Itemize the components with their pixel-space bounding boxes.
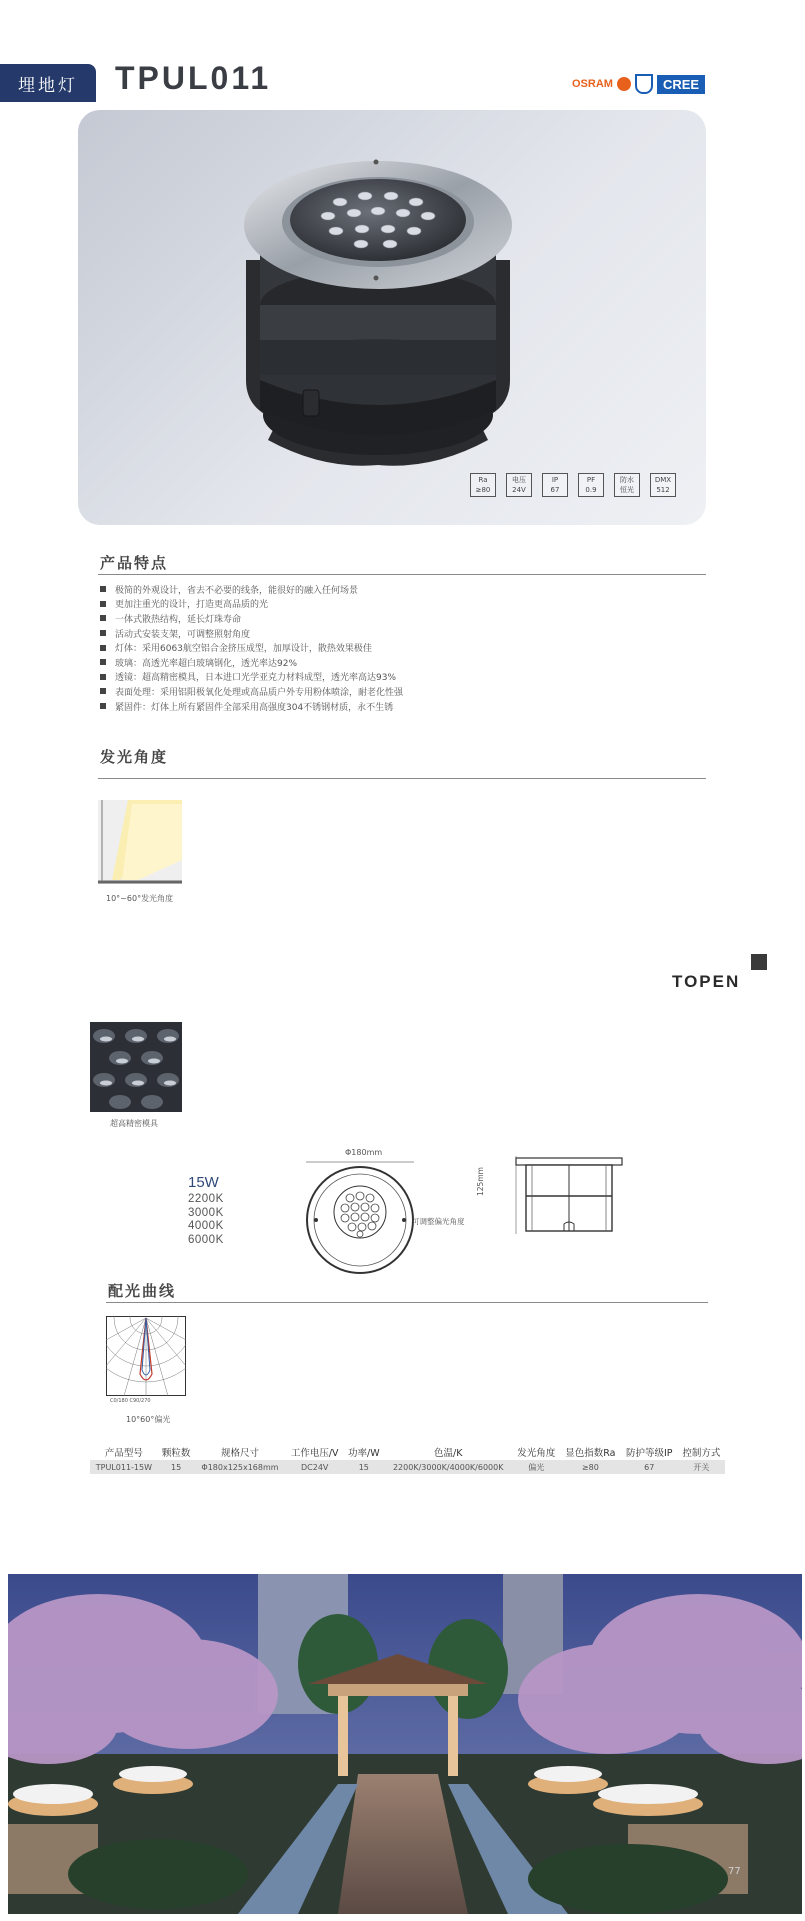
spec-icon-row bbox=[470, 473, 676, 497]
cct-value: 4000K bbox=[188, 1220, 224, 1232]
diameter-label: Φ180mm bbox=[345, 1148, 383, 1157]
list-item: 表面处理：采用铝阳极氧化处理或高品质户外专用粉体喷涂，耐老化性强 bbox=[100, 684, 700, 699]
table-cell: 15 bbox=[344, 1460, 384, 1474]
beam-angle-diagram bbox=[98, 800, 182, 884]
bullet-icon bbox=[100, 674, 106, 680]
column-header: 控制方式 bbox=[682, 1448, 721, 1459]
logo-square-icon bbox=[751, 954, 767, 970]
column-header: 功率/W bbox=[348, 1448, 380, 1459]
model-title: TPUL011 bbox=[115, 60, 272, 96]
top-view-drawing bbox=[300, 1158, 420, 1274]
column-header: 显色指数Ra bbox=[565, 1448, 616, 1459]
height-label: 125mm bbox=[476, 1167, 485, 1196]
feature-list bbox=[100, 582, 700, 713]
column-header: 产品型号 bbox=[104, 1448, 143, 1459]
table-header-row bbox=[90, 1444, 725, 1460]
features-divider bbox=[98, 574, 706, 575]
table-cell: Φ180x125x168mm bbox=[194, 1460, 285, 1474]
light-spec-icon: 防水 恒光 bbox=[614, 473, 640, 497]
bullet-icon bbox=[100, 645, 106, 651]
cct-value: 2200K bbox=[188, 1193, 224, 1205]
bullet-icon bbox=[100, 688, 106, 694]
list-item: 紧固件：灯体上所有紧固件全部采用高强度304不锈钢材质，永不生锈 bbox=[100, 699, 700, 714]
wattage-block bbox=[188, 1174, 224, 1247]
voltage-spec-icon: 电压 24V bbox=[506, 473, 532, 497]
list-item: 活动式安装支架，可调整照射角度 bbox=[100, 626, 700, 641]
page-number: 77 bbox=[728, 1866, 741, 1877]
table-cell: ≥80 bbox=[560, 1460, 621, 1474]
philips-shield-icon bbox=[635, 74, 653, 94]
side-view-drawing bbox=[510, 1152, 626, 1236]
curve-legend: C0/180 C90/270 bbox=[110, 1398, 151, 1404]
column-header: 工作电压/V bbox=[290, 1448, 339, 1459]
bullet-icon bbox=[100, 586, 106, 592]
category-tag: 埋地灯 bbox=[0, 64, 96, 102]
product-hero bbox=[78, 110, 706, 525]
topen-logo: TOPEN bbox=[672, 972, 741, 991]
dmx-spec-icon: DMX 512 bbox=[650, 473, 676, 497]
table-cell: DC24V bbox=[286, 1460, 344, 1474]
adjustable-angle-note: 可调整偏光角度 bbox=[412, 1217, 465, 1226]
column-header: 发光角度 bbox=[517, 1448, 556, 1459]
table-cell: 偏光 bbox=[513, 1460, 560, 1474]
column-header: 防护等级IP bbox=[625, 1448, 673, 1459]
cct-value: 3000K bbox=[188, 1206, 224, 1219]
ip-spec-icon: IP 67 bbox=[542, 473, 568, 497]
beam-angle-caption: 10°~60°发光角度 bbox=[106, 894, 174, 903]
bullet-icon bbox=[100, 615, 106, 621]
curve-caption: 10°60°偏光 bbox=[126, 1415, 171, 1424]
osram-bulb-icon bbox=[617, 77, 631, 91]
brand-logos bbox=[572, 74, 705, 94]
spec-table bbox=[90, 1444, 725, 1474]
curve-title: 配光曲线 bbox=[108, 1282, 177, 1300]
beam-divider bbox=[98, 778, 706, 779]
beam-angle-title: 发光角度 bbox=[100, 748, 169, 766]
table-cell: TPUL011-15W bbox=[90, 1460, 158, 1474]
bullet-icon bbox=[100, 659, 106, 665]
osram-logo: OSRAM bbox=[572, 78, 613, 90]
table-cell: 15 bbox=[158, 1460, 195, 1474]
list-item: 灯体：采用6063航空铝合金挤压成型，加厚设计，散热效果极佳 bbox=[100, 640, 700, 655]
power-value: 15W bbox=[188, 1174, 219, 1191]
lens-image bbox=[90, 1022, 182, 1112]
features-title: 产品特点 bbox=[100, 554, 169, 572]
bullet-icon bbox=[100, 703, 106, 709]
ra-spec-icon: Ra ≥80 bbox=[470, 473, 496, 497]
bullet-icon bbox=[100, 630, 106, 636]
list-item: 更加注重光的设计，打造更高品质的光 bbox=[100, 597, 700, 612]
application-scene-photo bbox=[8, 1574, 802, 1914]
table-cell: 2200K/3000K/4000K/6000K bbox=[384, 1460, 513, 1474]
list-item: 玻璃：高透光率超白玻璃钢化，透光率达92% bbox=[100, 655, 700, 670]
table-row bbox=[90, 1460, 725, 1474]
curve-divider bbox=[106, 1302, 708, 1303]
polar-curve-chart bbox=[106, 1316, 186, 1396]
list-item: 极简的外观设计，省去不必要的线条，能很好的融入任何场景 bbox=[100, 582, 700, 597]
product-image bbox=[78, 110, 706, 525]
column-header: 颗粒数 bbox=[161, 1448, 191, 1459]
cct-value: 6000K bbox=[188, 1233, 224, 1246]
column-header: 色温/K bbox=[434, 1448, 463, 1459]
column-header: 规格尺寸 bbox=[220, 1448, 259, 1459]
lens-caption: 超高精密模具 bbox=[110, 1119, 158, 1128]
table-cell: 67 bbox=[621, 1460, 678, 1474]
table-cell: 开关 bbox=[678, 1460, 725, 1474]
pf-spec-icon: PF 0.9 bbox=[578, 473, 604, 497]
list-item: 透镜：超高精密模具，日本进口光学亚克力材料成型，透光率高达93% bbox=[100, 670, 700, 685]
list-item: 一体式散热结构，延长灯珠寿命 bbox=[100, 611, 700, 626]
cree-logo: CREE bbox=[657, 75, 705, 94]
bullet-icon bbox=[100, 601, 106, 607]
